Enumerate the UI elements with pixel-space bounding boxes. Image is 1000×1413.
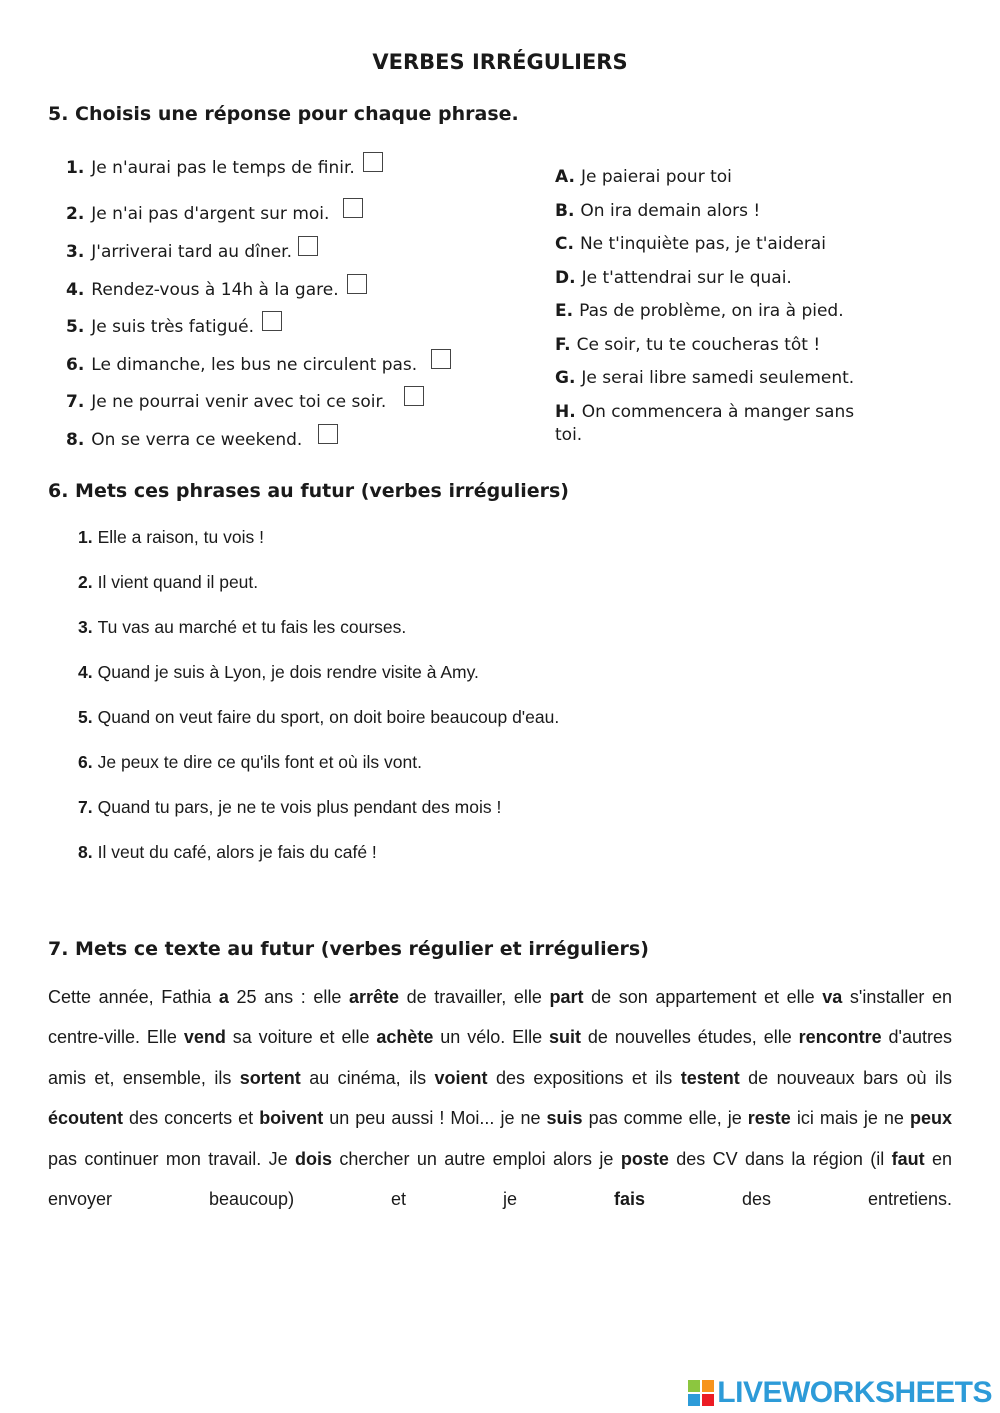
exercise-6-item [78, 662, 479, 683]
item-number: 1. [78, 527, 93, 547]
item-text: Il veut du café, alors je fais du café ! [97, 842, 377, 862]
verb-to-conjugate: suis [546, 1108, 583, 1129]
text-segment: au cinéma, ils [300, 1067, 435, 1088]
answer-option [555, 233, 885, 256]
answer-checkbox[interactable] [347, 274, 367, 294]
logo-icon [688, 1380, 714, 1406]
verb-to-conjugate: fais [613, 1189, 645, 1210]
item-text: Je peux te dire ce qu'ils font et où ils vont. [97, 752, 422, 772]
page-title: VERBES IRRÉGULIERS [372, 50, 628, 74]
answer-checkbox[interactable] [343, 198, 363, 218]
answer-text: Je paierai pour toi [580, 167, 732, 187]
item-text: Je n'aurai pas le temps de finir. [91, 158, 355, 178]
text-segment: de son appartement et elle [583, 987, 823, 1007]
exercise-6-item [78, 797, 501, 818]
text-segment: des entretiens. [645, 1189, 952, 1210]
answer-checkbox[interactable] [318, 424, 338, 444]
verb-to-conjugate: achète [376, 1027, 434, 1048]
item-number: 5. [78, 707, 93, 727]
item-number: 3. [78, 617, 93, 637]
exercise-5-item [66, 355, 451, 375]
text-segment: des CV dans la région (il [668, 1148, 892, 1169]
text-segment: en envoyer beaucoup) et je [48, 1148, 953, 1210]
item-text: Le dimanche, les bus ne circulent pas. [91, 355, 418, 375]
text-segment: 25 ans : elle [228, 987, 349, 1007]
exercise-6-item [78, 707, 559, 728]
exercise-6-item [78, 752, 422, 773]
exercise-5-item [66, 158, 383, 178]
item-number: 8. [78, 842, 93, 862]
answer-letter: D. [555, 268, 576, 288]
logo-square [688, 1380, 700, 1392]
verb-to-conjugate: boivent [259, 1108, 324, 1129]
exercise-5-item [66, 204, 363, 224]
verb-to-conjugate: a [218, 987, 229, 1007]
answer-letter: A. [555, 167, 575, 187]
verb-to-conjugate: voient [434, 1067, 488, 1088]
item-number: 2. [78, 572, 93, 592]
text-segment: de travailler, elle [399, 987, 550, 1007]
answer-text: Je t'attendrai sur le quai. [581, 268, 792, 288]
answer-checkbox[interactable] [298, 236, 318, 256]
answer-checkbox[interactable] [404, 386, 424, 406]
item-number: 2. [66, 204, 85, 224]
liveworksheets-logo [688, 1375, 992, 1411]
text-segment: pas continuer mon travail. Je [48, 1148, 296, 1169]
text-segment: d'autres amis et, ensemble, ils [48, 1027, 953, 1088]
item-text: On se verra ce weekend. [91, 430, 303, 450]
exercise-6-item [78, 617, 406, 638]
logo-text: LIVEWORKSHEETS [717, 1376, 992, 1409]
item-text: Je ne pourrai venir avec toi ce soir. [91, 392, 387, 412]
verb-to-conjugate: sortent [239, 1067, 301, 1088]
exercise-6-item [78, 527, 264, 548]
item-text: Je n'ai pas d'argent sur moi. [91, 204, 330, 224]
item-number: 4. [66, 280, 85, 300]
exercise-5-item [66, 280, 367, 300]
answer-checkbox[interactable] [363, 152, 383, 172]
logo-square [702, 1394, 714, 1406]
answer-letter: G. [555, 368, 576, 388]
verb-to-conjugate: dois [295, 1148, 333, 1169]
answer-option [555, 334, 885, 357]
exercise-6-title: 6. Mets ces phrases au futur (verbes irréguliers) [48, 480, 569, 502]
exercise-5-item [66, 392, 424, 412]
verb-to-conjugate: suit [549, 1027, 582, 1048]
verb-to-conjugate: reste [747, 1108, 791, 1129]
item-number: 7. [66, 392, 85, 412]
answer-letter: H. [555, 402, 576, 422]
text-segment: des concerts et [123, 1108, 260, 1129]
answer-text: Je serai libre samedi seulement. [581, 368, 855, 388]
verb-to-conjugate: poste [620, 1148, 669, 1169]
item-number: 3. [66, 242, 85, 262]
item-text: Elle a raison, tu vois ! [97, 527, 264, 547]
exercise-7-text [48, 977, 952, 1219]
exercise-5-item [66, 317, 282, 337]
logo-square [688, 1394, 700, 1406]
text-segment: chercher un autre emploi alors je [332, 1148, 621, 1169]
text-segment: pas comme elle, je [582, 1108, 748, 1129]
item-number: 4. [78, 662, 93, 682]
verb-to-conjugate: testent [680, 1067, 740, 1088]
answer-letter: E. [555, 301, 574, 321]
text-segment: un peu aussi ! Moi... je ne [323, 1108, 547, 1129]
item-text: Quand tu pars, je ne te vois plus pendant des mois ! [97, 797, 502, 817]
item-text: Quand je suis à Lyon, je dois rendre visite à Amy. [97, 662, 479, 682]
logo-square [702, 1380, 714, 1392]
verb-to-conjugate: rencontre [798, 1027, 882, 1048]
text-segment: de nouveaux bars où ils [739, 1067, 952, 1088]
item-number: 7. [78, 797, 93, 817]
answer-option [555, 166, 885, 189]
verb-to-conjugate: écoutent [48, 1108, 124, 1129]
answer-text: Ne t'inquiète pas, je t'aiderai [579, 234, 826, 254]
item-number: 6. [78, 752, 93, 772]
answer-option [555, 401, 885, 447]
verb-to-conjugate: faut [891, 1148, 925, 1169]
verb-to-conjugate: part [549, 987, 584, 1007]
exercise-5-item [66, 242, 318, 262]
answer-option [555, 200, 885, 223]
item-text: J'arriverai tard au dîner. [91, 242, 293, 262]
item-number: 5. [66, 317, 85, 337]
answer-option [555, 300, 885, 323]
answer-letter: C. [555, 234, 574, 254]
item-text: Rendez-vous à 14h à la gare. [91, 280, 339, 300]
exercise-7-title: 7. Mets ce texte au futur (verbes régulier et irréguliers) [48, 938, 649, 960]
item-number: 1. [66, 158, 85, 178]
answer-checkbox[interactable] [431, 349, 451, 369]
exercise-5-item [66, 430, 338, 450]
text-segment: Cette année, Fathia [48, 987, 219, 1007]
text-segment: ici mais je ne [790, 1108, 910, 1129]
text-segment: sa voiture et elle [225, 1027, 377, 1048]
text-segment: des expositions et ils [487, 1067, 681, 1088]
answer-text: Ce soir, tu te coucheras tôt ! [576, 335, 821, 355]
exercise-6-item [78, 842, 377, 863]
answer-text: Pas de problème, on ira à pied. [579, 301, 844, 321]
answer-letter: B. [555, 201, 575, 221]
item-text: Je suis très fatigué. [91, 317, 255, 337]
item-number: 8. [66, 430, 85, 450]
verb-to-conjugate: arrête [349, 987, 400, 1007]
text-segment: de nouvelles études, elle [581, 1027, 799, 1048]
item-text: Tu vas au marché et tu fais les courses. [97, 617, 407, 637]
text-segment: un vélo. Elle [433, 1027, 550, 1048]
answer-option [555, 267, 885, 290]
item-text: Il vient quand il peut. [97, 572, 259, 592]
item-text: Quand on veut faire du sport, on doit boire beaucoup d'eau. [97, 707, 560, 727]
answer-option [555, 367, 885, 390]
exercise-5-title: 5. Choisis une réponse pour chaque phrase. [48, 103, 519, 125]
exercise-6-item [78, 572, 258, 593]
answer-letter: F. [555, 335, 571, 355]
item-number: 6. [66, 355, 85, 375]
answer-checkbox[interactable] [262, 311, 282, 331]
verb-to-conjugate: vend [183, 1027, 226, 1048]
answer-text: On ira demain alors ! [580, 201, 761, 221]
text-segment: s'installer en centre-ville. Elle [48, 987, 952, 1048]
verb-to-conjugate: va [822, 987, 843, 1007]
answer-text: On commencera à manger sans toi. [555, 402, 855, 445]
verb-to-conjugate: peux [909, 1108, 952, 1129]
